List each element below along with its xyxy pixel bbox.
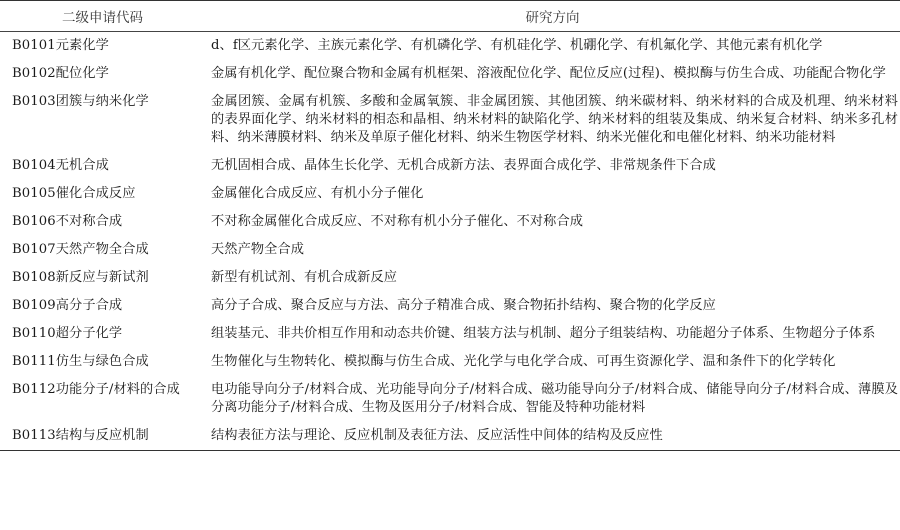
- table-header: [0, 1, 900, 32]
- header-row: [0, 1, 900, 32]
- row-direction: 结构表征方法与理论、反应机制及表征方法、反应活性中间体的结构及反应性: [205, 422, 900, 451]
- row-code: B0110超分子化学: [12, 326, 123, 341]
- row-code: B0112功能分子/材料的合成: [12, 382, 180, 397]
- row-code: B0113结构与反应机制: [0, 422, 205, 451]
- row-code: B0111仿生与绿色合成: [12, 354, 149, 369]
- table-row: [0, 422, 900, 451]
- row-direction: 金属有机化学、配位聚合物和金属有机框架、溶液配位化学、配位反应(过程)、模拟酶与仿生合成、功能配合物化学: [211, 66, 886, 81]
- row-direction: d、f区元素化学、主族元素化学、有机磷化学、有机硅化学、机硼化学、有机氟化学、其他元素有机化学: [211, 38, 823, 53]
- header-direction: 研究方向: [205, 1, 900, 32]
- table-row: [0, 88, 900, 152]
- row-direction: 电功能导向分子/材料合成、光功能导向分子/材料合成、磁功能导向分子/材料合成、储能导向分子/材料合成、薄膜及分离功能分子/材料合成、生物及医用分子/材料合成、智能及特种功能材料: [211, 382, 898, 415]
- table-row: [0, 348, 900, 376]
- row-code: B0108新反应与新试剂: [12, 270, 149, 285]
- table-row: [0, 320, 900, 348]
- row-code: B0101元素化学: [12, 38, 109, 53]
- table-row: [0, 236, 900, 264]
- header-code: 二级申请代码: [0, 1, 205, 32]
- row-code: B0103团簇与纳米化学: [12, 94, 149, 109]
- row-direction: 无机固相合成、晶体生长化学、无机合成新方法、表界面合成化学、非常规条件下合成: [211, 158, 716, 173]
- table-row: [0, 292, 900, 320]
- row-code: B0104无机合成: [12, 158, 109, 173]
- row-direction: 生物催化与生物转化、模拟酶与仿生合成、光化学与电化学合成、可再生资源化学、温和条件下的化学转化: [211, 354, 836, 369]
- row-direction: 天然产物全合成: [211, 242, 305, 257]
- row-code: B0109高分子合成: [12, 298, 123, 313]
- table-row: [0, 264, 900, 292]
- table-body: [0, 32, 900, 451]
- row-direction: 金属团簇、金属有机簇、多酸和金属氧簇、非金属团簇、其他团簇、纳米碳材料、纳米材料的合成及机理、纳米材料的表界面化学、纳米材料的相态和晶相、纳米材料的缺陷化学、纳米材料的组装及集成、纳米复合材料、纳米多孔材料、纳米薄膜材料、纳米及单原子催化材料、纳米生物医学材料、纳米光催化和电催化材料、纳米功能材料: [211, 94, 898, 145]
- row-direction: 组装基元、非共价相互作用和动态共价键、组装方法与机制、超分子组装结构、功能超分子体系、生物超分子体系: [211, 326, 876, 341]
- table-row: [0, 180, 900, 208]
- row-direction: 不对称金属催化合成反应、不对称有机小分子催化、不对称合成: [211, 214, 584, 229]
- row-direction: 新型有机试剂、有机合成新反应: [211, 270, 398, 285]
- row-code: B0102配位化学: [12, 66, 109, 81]
- table-row: [0, 376, 900, 422]
- table-row: [0, 60, 900, 88]
- row-direction: 高分子合成、聚合反应与方法、高分子精准合成、聚合物拓扑结构、聚合物的化学反应: [211, 298, 716, 313]
- table-row: [0, 208, 900, 236]
- row-code: B0105催化合成反应: [12, 186, 136, 201]
- table-row: [0, 152, 900, 180]
- row-code: B0106不对称合成: [12, 214, 123, 229]
- row-code: B0107天然产物全合成: [12, 242, 149, 257]
- table-row: [0, 32, 900, 61]
- row-direction: 金属催化合成反应、有机小分子催化: [211, 186, 424, 201]
